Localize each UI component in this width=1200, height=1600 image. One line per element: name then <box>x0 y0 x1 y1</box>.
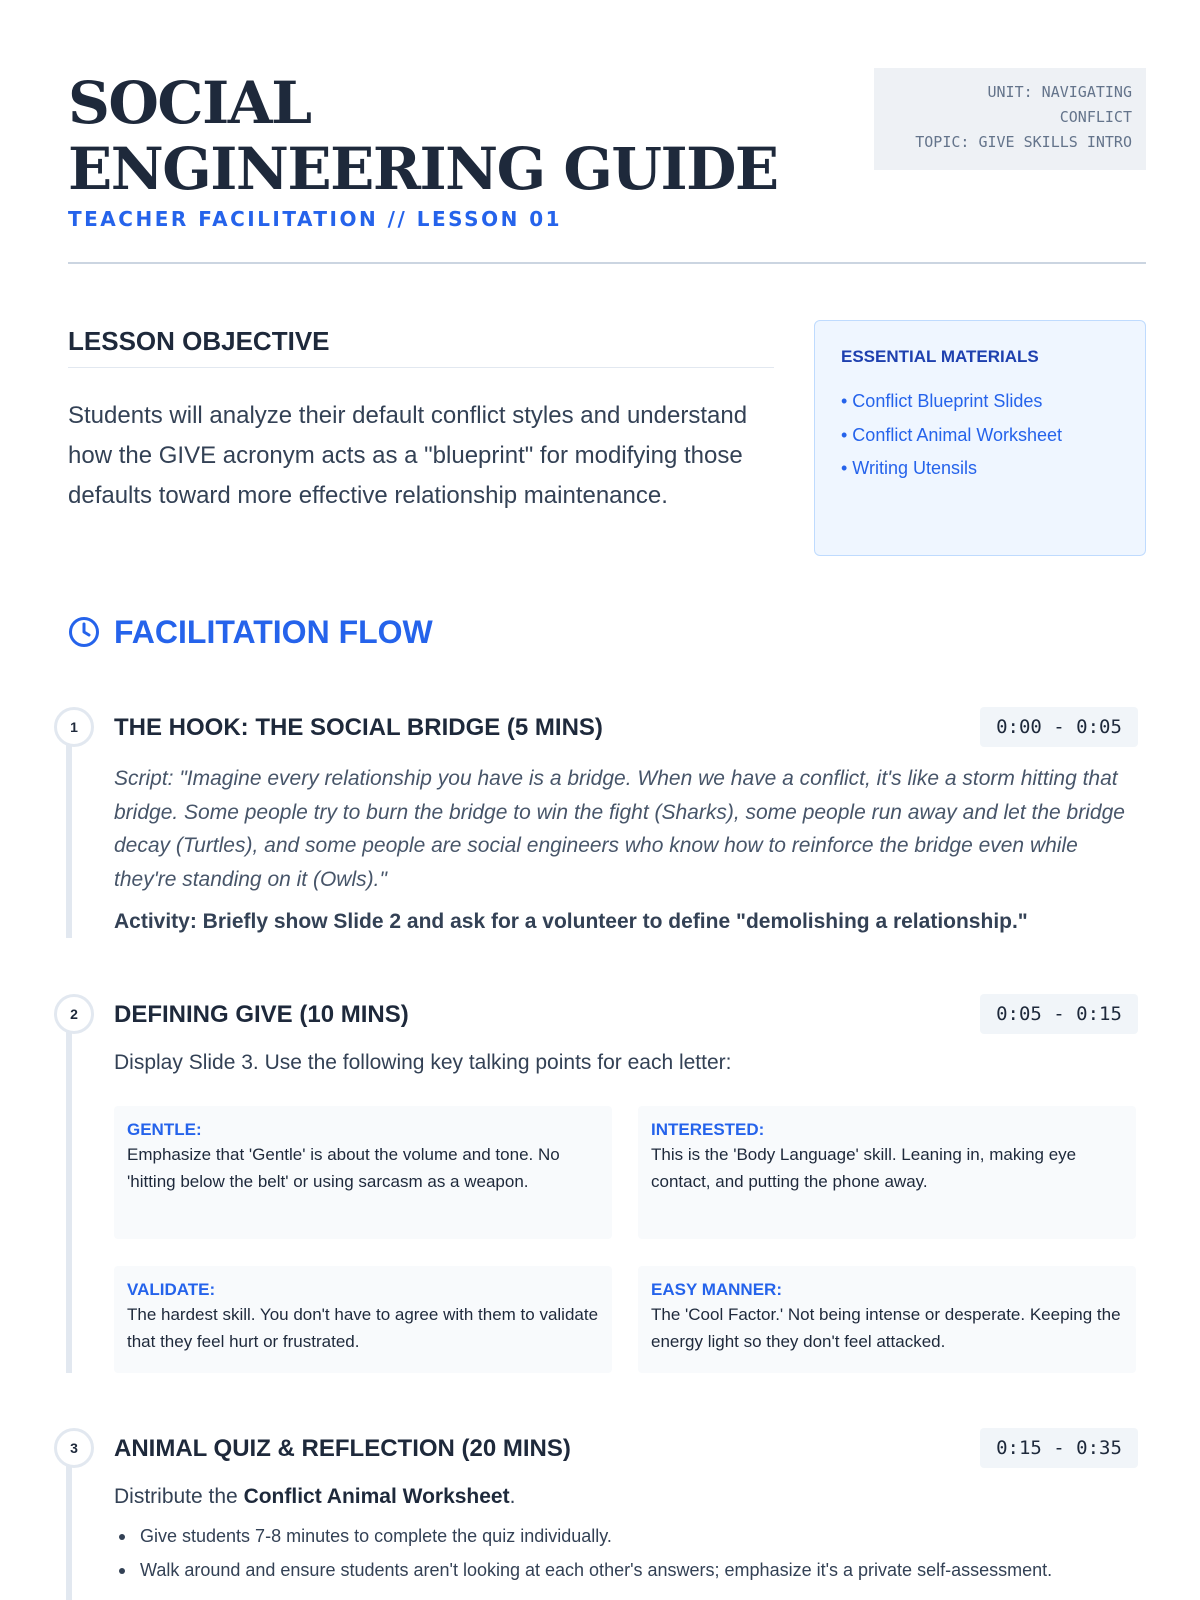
meta-line: CONFLICT <box>1059 108 1132 126</box>
card-label: INTERESTED: <box>651 1120 765 1139</box>
step-script: Script: "Imagine every relationship you have is a bridge. When we have a conflict, it's like a storm hitting that bridge. Some people try to burn the bridge to win the fight (Sharks), some people run away and let the bridge decay (Turtles), and some people are social engineers who know how to reinforce the bridge even while they're standing on it (Owls)." <box>114 767 1125 891</box>
step-number-badge: 3 <box>54 1428 94 1468</box>
intro-prefix: Distribute the <box>114 1485 244 1508</box>
materials-heading: ESSENTIAL MATERIALS <box>841 347 1039 366</box>
materials-box <box>814 320 1146 556</box>
step-number-badge: 1 <box>54 707 94 747</box>
timeline-line <box>66 1448 72 1600</box>
step-activity: Activity: Briefly show Slide 2 and ask for a volunteer to define "demolishing a relationship." <box>114 910 1028 933</box>
timeline-line <box>66 727 72 938</box>
give-card-validate <box>114 1266 612 1373</box>
materials-item: • Conflict Animal Worksheet <box>841 424 1063 445</box>
meta-line: UNIT: NAVIGATING <box>987 83 1132 101</box>
step-bullet-list <box>114 1520 1164 1587</box>
time-range-badge: 0:05 - 0:15 <box>980 994 1138 1034</box>
unit-topic-box <box>874 68 1146 170</box>
header-divider <box>68 262 1146 264</box>
card-label: VALIDATE: <box>127 1280 216 1299</box>
facilitation-flow-heading <box>68 612 433 652</box>
card-text: This is the 'Body Language' skill. Leaning in, making eye contact, and putting the phone away. <box>651 1145 1077 1191</box>
intro-worksheet-name: Conflict Animal Worksheet <box>243 1485 510 1508</box>
card-text: The 'Cool Factor.' Not being intense or desperate. Keeping the energy light so they don't feel attacked. <box>651 1305 1121 1351</box>
step-intro: Display Slide 3. Use the following key talking points for each letter: <box>114 1051 732 1074</box>
timeline-line <box>66 1014 72 1373</box>
page-subtitle: TEACHER FACILITATION // LESSON 01 <box>68 207 563 231</box>
facilitation-flow-title: FACILITATION FLOW <box>114 613 433 650</box>
materials-item: • Conflict Blueprint Slides <box>841 391 1043 411</box>
give-card-gentle <box>114 1106 612 1239</box>
time-range-badge: 0:15 - 0:35 <box>980 1428 1138 1468</box>
step-title: THE HOOK: THE SOCIAL BRIDGE (5 MINS) <box>114 714 603 741</box>
step-intro <box>114 1485 515 1509</box>
clock-icon <box>68 616 100 648</box>
objective-text: Students will analyze their default conflict styles and understand how the GIVE acronym acts as a "blueprint" for modifying those defaults toward more effective relationship maintenance. <box>68 402 748 509</box>
objective-heading: LESSON OBJECTIVE <box>68 326 330 356</box>
time-range-badge: 0:00 - 0:05 <box>980 707 1138 747</box>
list-item: Give students 7-8 minutes to complete the quiz individually. <box>114 1520 1164 1554</box>
card-text: Emphasize that 'Gentle' is about the volume and tone. No 'hitting below the belt' or using sarcasm as a weapon. <box>127 1145 560 1191</box>
meta-line: TOPIC: GIVE SKILLS INTRO <box>915 133 1132 151</box>
step-number-badge: 2 <box>54 994 94 1034</box>
give-card-interested <box>638 1106 1136 1239</box>
card-label: EASY MANNER: <box>651 1280 782 1299</box>
step-title: DEFINING GIVE (10 MINS) <box>114 1001 409 1028</box>
step-title: ANIMAL QUIZ & REFLECTION (20 MINS) <box>114 1435 571 1462</box>
page-title: SOCIAL ENGINEERING GUIDE <box>68 69 778 203</box>
card-label: GENTLE: <box>127 1120 202 1139</box>
give-card-easy-manner <box>638 1266 1136 1373</box>
card-text: The hardest skill. You don't have to agree with them to validate that they feel hurt or frustrated. <box>127 1305 599 1351</box>
materials-item: • Writing Utensils <box>841 458 978 478</box>
objective-divider <box>68 367 774 368</box>
list-item: Walk around and ensure students aren't looking at each other's answers; emphasize it's a private self-assessment. <box>114 1554 1164 1588</box>
intro-suffix: . <box>509 1485 516 1508</box>
